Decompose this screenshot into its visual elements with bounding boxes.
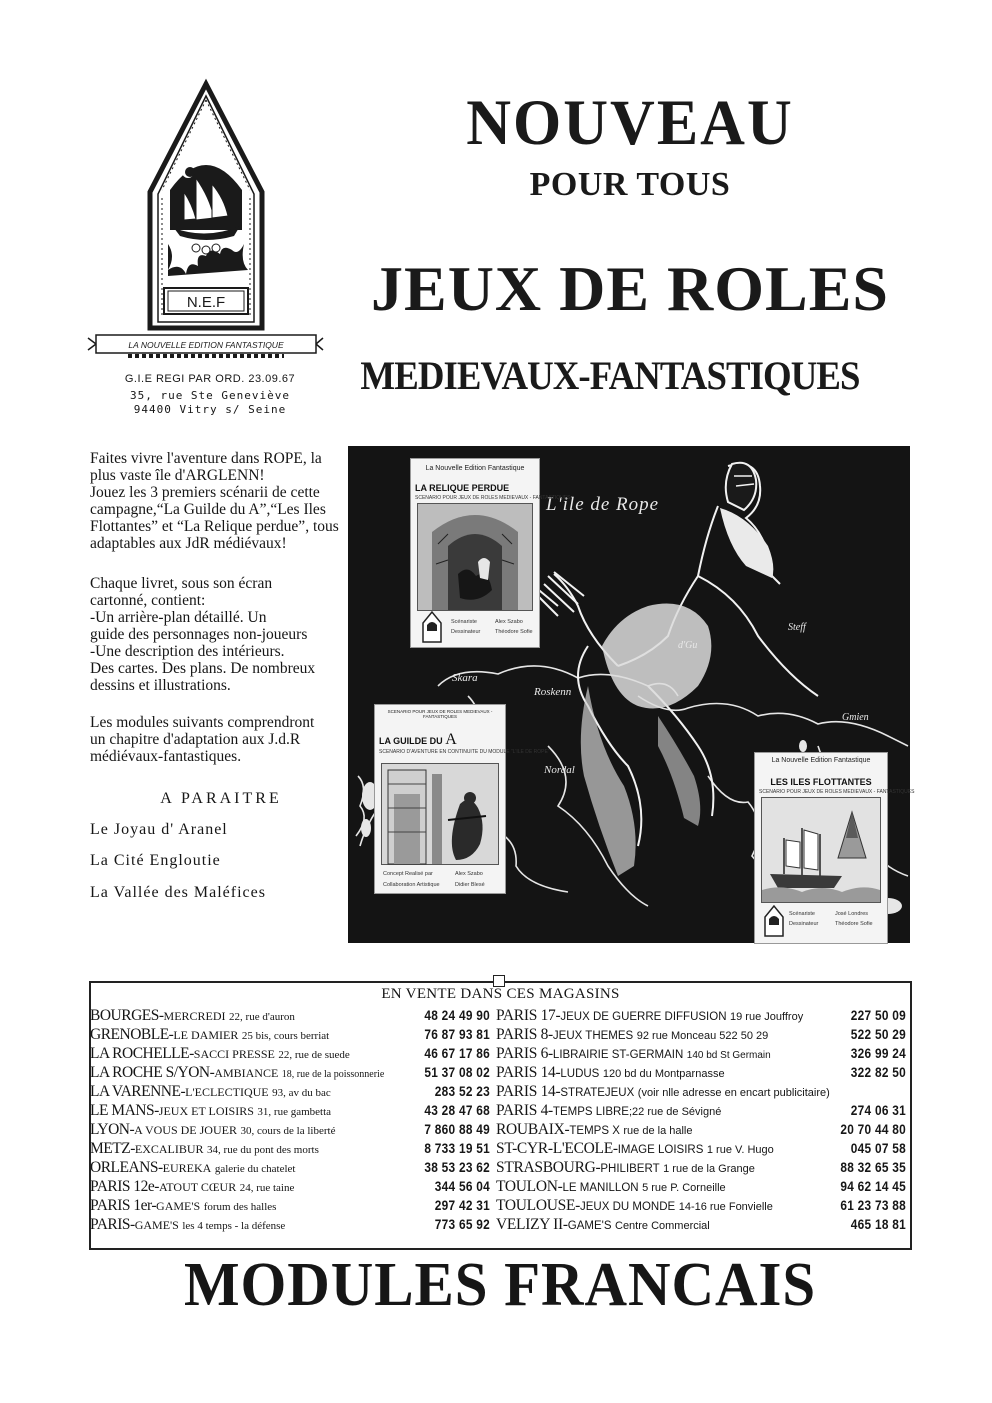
store-phone: 522 50 29 xyxy=(850,1027,906,1042)
store-address: 92 rue Monceau 522 50 29 xyxy=(636,1030,769,1042)
headline-nouveau: NOUVEAU xyxy=(466,87,794,159)
store-separator: - xyxy=(130,1216,135,1233)
book-credit-label: Dessinateur xyxy=(789,921,819,927)
store-row xyxy=(496,1083,830,1102)
store-city: BOURGES xyxy=(90,1007,159,1024)
publisher-city: 94400 Vitry s/ Seine xyxy=(133,403,287,416)
store-city: METZ xyxy=(90,1140,131,1157)
store-city: PARIS 4 xyxy=(496,1102,549,1119)
store-shop: EXCALIBUR xyxy=(134,1142,204,1156)
intro-line: Faites vivre l'aventure dans ROPE, la xyxy=(90,450,322,467)
headline-jeux-de-roles: JEUX DE ROLES xyxy=(371,253,889,324)
store-row xyxy=(496,1159,755,1178)
book-title-text: LA GUILDE DU xyxy=(379,736,443,746)
book-publisher: La Nouvelle Edition Fantastique xyxy=(425,465,525,472)
contents-line: guide des personnages non-joueurs xyxy=(90,626,308,643)
book-credit-label: Dessinateur xyxy=(451,629,481,635)
store-phone: 227 50 09 xyxy=(850,1008,906,1023)
adaptation-line: médiévaux-fantastiques. xyxy=(90,748,242,765)
store-phone: 51 37 08 02 xyxy=(424,1065,490,1080)
upcoming-item: La Vallée des Maléfices xyxy=(90,884,266,901)
store-row xyxy=(496,1121,692,1140)
book-publisher: SCENARIO POUR JEUX DE ROLES MEDIEVAUX - FANTASTIQUES xyxy=(387,709,493,719)
store-phone: 322 82 50 xyxy=(850,1065,906,1080)
store-shop: LUDUS xyxy=(560,1068,600,1080)
store-separator: - xyxy=(612,1140,618,1157)
illustration-panel xyxy=(348,446,915,943)
store-separator: - xyxy=(154,1102,159,1119)
store-address: 1 rue V. Hugo xyxy=(706,1144,774,1156)
store-shop: GAME'S xyxy=(134,1218,179,1232)
store-city: LA VARENNE xyxy=(90,1083,181,1100)
contents-line: Des cartes. Des plans. De nombreux xyxy=(90,660,316,677)
store-phone: 48 24 49 90 xyxy=(424,1008,490,1023)
book-title: LES ILES FLOTTANTES xyxy=(770,777,872,787)
store-shop: JEUX THEMES xyxy=(552,1030,634,1042)
store-row xyxy=(90,1159,295,1178)
store-phone: 76 87 93 81 xyxy=(424,1027,490,1042)
store-row xyxy=(90,1045,350,1064)
publisher-registration: G.I.E REGI PAR ORD. 23.09.67 xyxy=(124,373,296,385)
book-subtitle: SCENARIO POUR JEUX DE ROLES MEDIEVAUX - FANTASTIQUES xyxy=(415,495,571,501)
store-shop: SACCI PRESSE xyxy=(193,1047,275,1061)
store-city: PARIS 6 xyxy=(496,1045,549,1062)
store-shop: GAME'S xyxy=(567,1220,612,1232)
store-separator: - xyxy=(129,1121,135,1138)
store-row xyxy=(90,1197,276,1216)
headline-pour-tous: POUR TOUS xyxy=(529,166,731,203)
store-city: TOULOUSE xyxy=(496,1197,576,1214)
store-shop: JEUX ET LOISIRS xyxy=(158,1104,254,1118)
store-address: 93, av du bac xyxy=(272,1087,331,1099)
store-address: 18, rue de la poissonnerie xyxy=(281,1069,385,1080)
store-shop: TEMPS X xyxy=(569,1125,620,1137)
map-label-roskenn: Roskenn xyxy=(534,686,572,698)
book-title: LA RELIQUE PERDUE xyxy=(415,483,510,493)
store-address: forum des halles xyxy=(203,1201,277,1213)
headline-medievaux-fantastiques: MEDIEVAUX-FANTASTIQUES xyxy=(360,353,860,398)
store-row xyxy=(90,1178,294,1197)
store-shop: A VOUS DE JOUER xyxy=(134,1123,237,1137)
store-separator: - xyxy=(557,1178,563,1195)
book-credit-name: José Londres xyxy=(835,911,869,917)
footer-title: MODULES FRANCAIS xyxy=(183,1251,817,1319)
book-nef-emblem xyxy=(421,611,443,643)
store-address: rue de la halle xyxy=(623,1125,693,1137)
store-separator: - xyxy=(548,1045,553,1062)
store-city: PARIS 17 xyxy=(496,1007,556,1024)
logo-banner: LA NOUVELLE EDITION FANTASTIQUE xyxy=(128,340,284,350)
store-row xyxy=(90,1026,329,1045)
store-row xyxy=(496,1026,768,1045)
intro-line: campagne,“La Guilde du A”,“Les Iles xyxy=(90,501,326,518)
store-row xyxy=(90,1121,335,1140)
contents-line: -Une description des intérieurs. xyxy=(90,643,285,660)
store-shop: GAME'S xyxy=(156,1199,201,1213)
store-shop: IMAGE LOISIRS xyxy=(617,1144,704,1156)
store-city: LA ROCHELLE xyxy=(90,1045,190,1062)
store-separator: - xyxy=(575,1197,580,1214)
store-phone: 283 52 23 xyxy=(434,1084,490,1099)
store-address: 140 bd St Germain xyxy=(686,1050,771,1061)
book-credit-label: Scénariste xyxy=(451,619,477,625)
store-row xyxy=(90,1140,319,1159)
book-credit-name: Didier Blesé xyxy=(455,882,485,888)
store-row xyxy=(90,1007,295,1026)
store-shop: TEMPS LIBRE xyxy=(552,1106,629,1118)
store-address: 34, rue du pont des morts xyxy=(207,1144,319,1156)
contents-line: cartonné, contient: xyxy=(90,592,206,609)
book-title xyxy=(379,731,501,749)
store-city: LA ROCHE S/YON xyxy=(90,1064,210,1081)
store-city: ROUBAIX xyxy=(496,1121,565,1138)
store-row xyxy=(496,1045,771,1064)
store-address: ;22 rue de Sévigné xyxy=(628,1106,722,1118)
store-address: 1 rue de la Grange xyxy=(663,1163,755,1175)
store-row xyxy=(496,1140,774,1159)
store-address: les 4 temps - la défense xyxy=(182,1220,286,1232)
logo-abbr: N.E.F xyxy=(186,294,226,311)
store-separator: - xyxy=(158,1007,164,1024)
store-city: LYON xyxy=(90,1121,130,1138)
store-separator: - xyxy=(555,1007,561,1024)
store-address: 30, cours de la liberté xyxy=(240,1125,336,1137)
store-separator: - xyxy=(130,1140,135,1157)
upcoming-heading: A PARAITRE xyxy=(160,790,282,807)
store-separator: - xyxy=(595,1159,601,1176)
store-city: PARIS 1er xyxy=(90,1197,152,1214)
contents-paragraph xyxy=(90,575,352,694)
store-shop: JEUX DE GUERRE DIFFUSION xyxy=(560,1011,727,1023)
store-phone: 46 67 17 86 xyxy=(424,1046,490,1061)
book-subtitle: SCENARIO POUR JEUX DE ROLES MEDIEVAUX - FANTASTIQUES xyxy=(759,789,915,795)
intro-line: Jouez les 3 premiers scénarii de cette xyxy=(90,484,320,501)
publisher-street: 35, rue Ste Geneviève xyxy=(129,389,291,402)
store-address: Centre Commercial xyxy=(615,1220,710,1232)
store-address: 22, rue de suede xyxy=(278,1049,350,1061)
store-shop: PHILIBERT xyxy=(600,1163,660,1175)
store-city: PARIS 14 xyxy=(496,1064,556,1081)
store-city: TOULON xyxy=(496,1178,558,1195)
store-phone: 88 32 65 35 xyxy=(840,1160,906,1175)
store-phone: 465 18 81 xyxy=(850,1217,906,1232)
store-shop: ATOUT CŒUR xyxy=(158,1180,237,1194)
book-subtitle: SCENARIO D'AVENTURE EN CONTINUITE DU MODULE “L'ILE DE ROPE” xyxy=(379,749,550,755)
store-row xyxy=(90,1083,331,1102)
store-separator: - xyxy=(189,1045,194,1062)
book-cover-art xyxy=(417,503,533,611)
store-row xyxy=(496,1216,710,1235)
upcoming-item: Le Joyau d' Aranel xyxy=(90,821,228,838)
store-phone: 7 860 88 49 xyxy=(424,1122,490,1137)
store-shop: AMBIANCE xyxy=(214,1066,279,1080)
store-city: LE MANS xyxy=(90,1102,155,1119)
book-credit-name: Théodore Sofie xyxy=(495,629,533,635)
store-separator: - xyxy=(555,1083,561,1100)
upcoming-item: La Cité Engloutie xyxy=(90,852,221,869)
book-credit-name: Alex Szabo xyxy=(495,619,523,625)
store-city: VELIZY II xyxy=(496,1216,563,1233)
store-separator: - xyxy=(548,1026,553,1043)
store-shop: STRATEJEUX xyxy=(560,1087,635,1099)
store-city: GRENOBLE xyxy=(90,1026,169,1043)
book-credit-name: Alex Szabo xyxy=(455,871,483,877)
store-phone: 94 62 14 45 xyxy=(840,1179,906,1194)
store-city: PARIS 8 xyxy=(496,1026,549,1043)
stores-heading: EN VENTE DANS CES MAGASINS xyxy=(381,986,620,1002)
book-publisher: La Nouvelle Edition Fantastique xyxy=(771,757,871,764)
store-separator: - xyxy=(209,1064,215,1081)
store-shop: LE MANILLON xyxy=(562,1182,639,1194)
store-separator: - xyxy=(168,1026,174,1043)
store-shop: JEUX DU MONDE xyxy=(580,1201,676,1213)
store-shop: EUREKA xyxy=(162,1161,212,1175)
store-row xyxy=(496,1197,773,1216)
map-label-steff: Steff xyxy=(788,622,806,633)
store-phone: 61 23 73 88 xyxy=(840,1198,906,1213)
store-separator: - xyxy=(180,1083,186,1100)
book-la-relique-perdue xyxy=(410,458,571,648)
store-address: 120 bd du Montparnasse xyxy=(602,1068,725,1080)
book-title-letter: A xyxy=(445,731,457,748)
store-shop: MERCREDI xyxy=(163,1009,226,1023)
store-row xyxy=(90,1064,384,1083)
contents-line: Chaque livret, sous son écran xyxy=(90,575,273,592)
store-shop: L'ECLECTIQUE xyxy=(185,1085,269,1099)
store-separator: - xyxy=(555,1064,561,1081)
store-separator: - xyxy=(151,1197,157,1214)
store-separator: - xyxy=(548,1102,553,1119)
store-row xyxy=(496,1102,721,1121)
store-shop: LE DAMIER xyxy=(173,1028,239,1042)
book-cover-art xyxy=(761,797,881,903)
book-les-iles-flottantes xyxy=(754,752,915,944)
store-address: 25 bis, cours berriat xyxy=(241,1030,330,1042)
book-credit-label: Collaboration Artistique xyxy=(383,882,440,888)
store-city: PARIS xyxy=(90,1216,131,1233)
store-row xyxy=(496,1007,803,1026)
store-phone: 297 42 31 xyxy=(434,1198,490,1213)
store-address: galerie du chatelet xyxy=(214,1163,296,1175)
store-separator: - xyxy=(562,1216,568,1233)
adaptation-paragraph xyxy=(90,714,352,765)
store-city: STRASBOURG xyxy=(496,1159,596,1176)
intro-paragraph xyxy=(90,450,352,552)
book-credit-label: Concept Realisé par xyxy=(383,871,433,877)
intro-line: plus vaste île d'ARGLENN! xyxy=(90,467,265,484)
book-credit-label: Scénariste xyxy=(789,911,815,917)
contents-line: dessins et illustrations. xyxy=(90,677,231,694)
store-shop: LIBRAIRIE ST-GERMAIN xyxy=(552,1049,684,1061)
store-phone: 38 53 23 62 xyxy=(424,1160,490,1175)
nef-logo xyxy=(88,80,323,362)
store-separator: - xyxy=(154,1178,159,1195)
store-address: 14-16 rue Fonvielle xyxy=(678,1201,773,1213)
store-row xyxy=(90,1102,331,1121)
book-nef-emblem xyxy=(763,905,785,937)
store-separator: - xyxy=(157,1159,163,1176)
store-phone: 344 56 04 xyxy=(434,1179,490,1194)
adaptation-line: Les modules suivants comprendront xyxy=(90,714,315,731)
map-label-gmien: Gmien xyxy=(842,712,869,723)
store-phone: 8 733 19 51 xyxy=(424,1141,490,1156)
store-city: PARIS 14 xyxy=(496,1083,556,1100)
store-city: PARIS 12e xyxy=(90,1178,155,1195)
book-credit-name: Théodore Sofie xyxy=(835,921,873,927)
store-phone: 43 28 47 68 xyxy=(424,1103,490,1118)
store-city: ST-CYR-L'ECOLE xyxy=(496,1140,613,1157)
store-address: (voir nlle adresse en encart publicitaire) xyxy=(637,1087,830,1099)
adaptation-line: un chapitre d'adaptation aux J.d.R xyxy=(90,731,301,748)
store-separator: - xyxy=(564,1121,570,1138)
store-phone: 326 99 24 xyxy=(850,1046,906,1061)
store-phone: 20 70 44 80 xyxy=(840,1122,906,1137)
store-address: 5 rue P. Corneille xyxy=(642,1182,726,1194)
store-phone: 045 07 58 xyxy=(850,1141,906,1156)
intro-line: Flottantes” et “La Relique perdue”, tous xyxy=(90,518,339,535)
book-la-guilde-du-a xyxy=(374,704,550,894)
store-address: 19 rue Jouffroy xyxy=(730,1011,804,1023)
store-row xyxy=(90,1216,285,1235)
store-phone: 274 06 31 xyxy=(850,1103,906,1118)
store-address: 31, rue gambetta xyxy=(257,1106,332,1118)
map-label-dgu: d'Gu xyxy=(678,640,698,651)
intro-line: adaptables aux JdR médiévaux! xyxy=(90,535,287,552)
store-row xyxy=(496,1178,726,1197)
store-address: 24, rue taine xyxy=(239,1182,295,1194)
map-title: L'ile de Rope xyxy=(546,494,660,515)
map-label-nordal: Nordal xyxy=(544,764,575,776)
contents-line: -Un arrière-plan détaillé. Un xyxy=(90,609,267,626)
store-city: ORLEANS xyxy=(90,1159,158,1176)
store-row xyxy=(496,1064,725,1083)
store-address: 22, rue d'auron xyxy=(229,1011,295,1023)
store-phone: 773 65 92 xyxy=(434,1217,490,1232)
book-cover-art xyxy=(381,763,499,865)
map-label-skara: Skara xyxy=(452,672,478,684)
